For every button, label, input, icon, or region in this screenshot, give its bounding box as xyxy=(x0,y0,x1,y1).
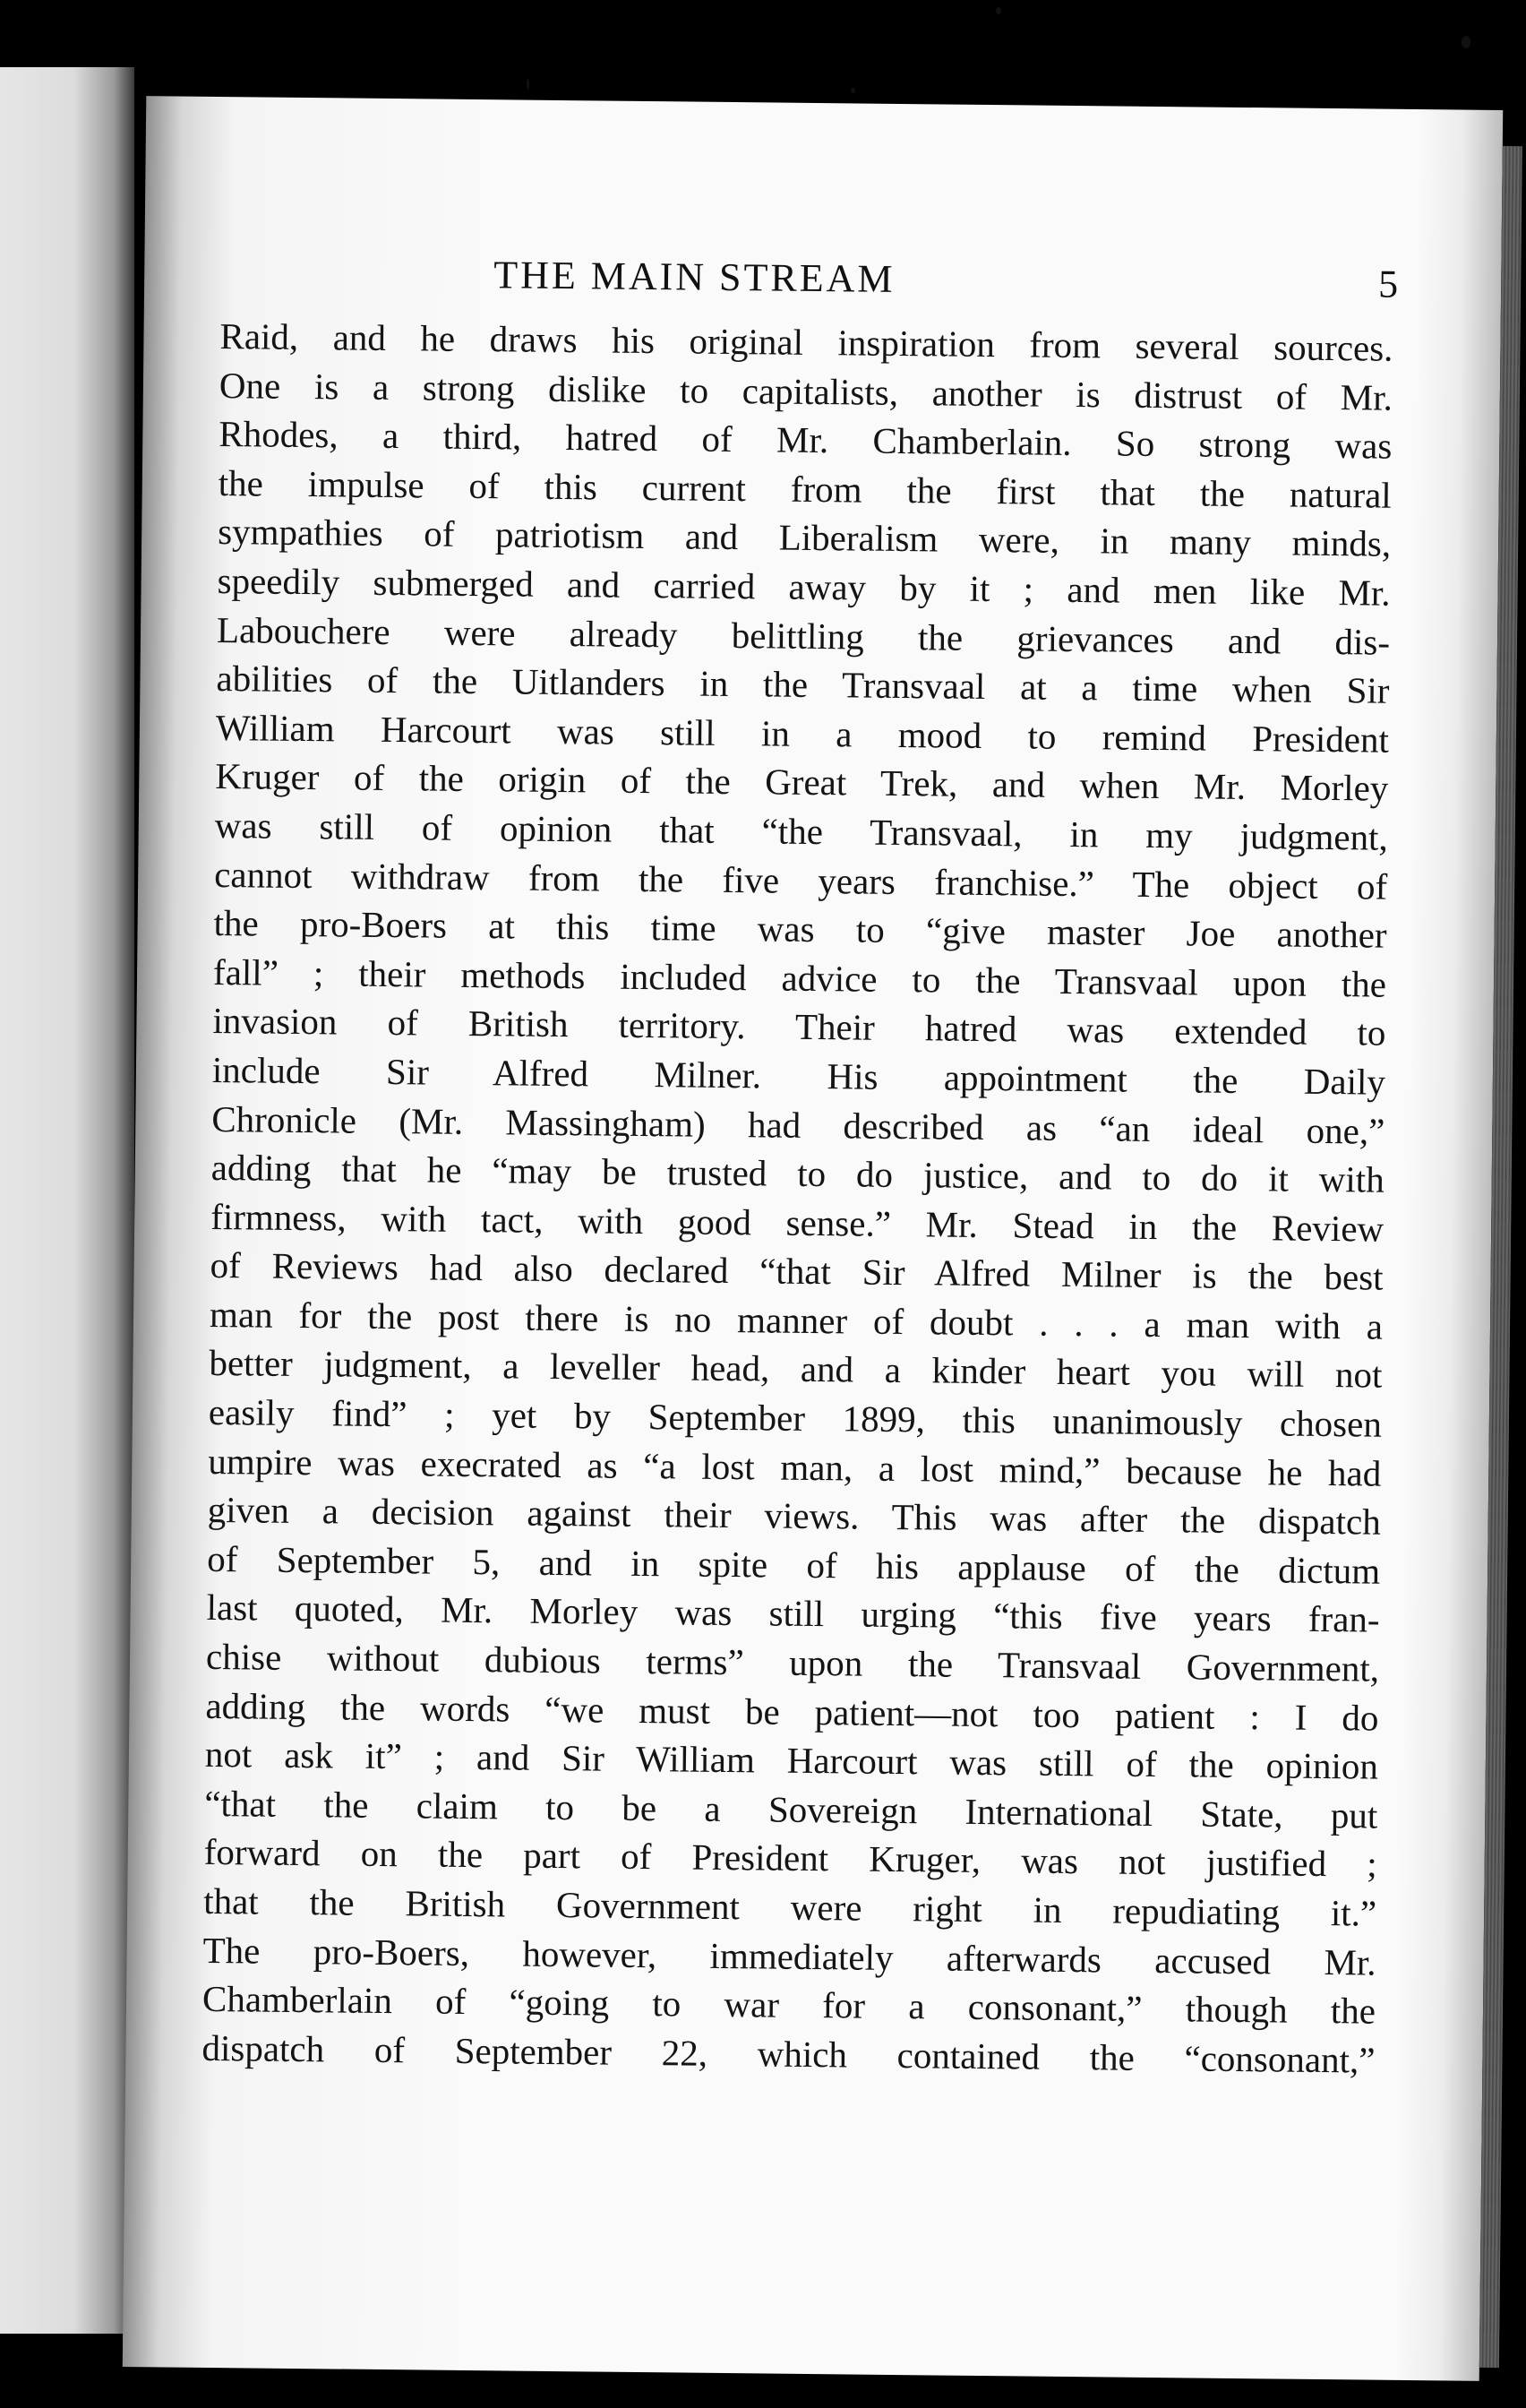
text-line: adding the words “we must be patient—not too patient : I do xyxy=(205,1684,1379,1739)
text-line: easily find” ; yet by September 1899, this unanimously chosen xyxy=(208,1391,1383,1445)
text-line: “that the claim to be a Sovereign International State, put xyxy=(204,1782,1378,1836)
text-line: was still of opinion that “the Transvaal, in my judgment, xyxy=(214,804,1388,858)
text-line: speedily submerged and carried away by it ; and men like Mr. xyxy=(217,559,1391,614)
text-line: The pro-Boers, however, immediately afterwards accused Mr. xyxy=(202,1929,1376,1983)
text-line: not ask it” ; and Sir William Harcourt was still of the opinion xyxy=(204,1733,1379,1787)
text-line: Rhodes, a third, hatred of Mr. Chamberlain. So strong was xyxy=(219,413,1393,467)
text-line: given a decision against their views. This was after the dispatch xyxy=(207,1489,1381,1543)
text-line: chise without dubious terms” upon the Transvaal Government, xyxy=(205,1635,1380,1690)
text-line: the pro-Boers at this time was to “give master Joe another xyxy=(213,902,1387,956)
body-text xyxy=(201,312,1393,2085)
page-number: 5 xyxy=(1377,262,1399,306)
text-line: include Sir Alfred Milner. His appointment the Daily xyxy=(211,1048,1386,1103)
text-line: Chamberlain of “going to war for a consonant,” though the xyxy=(201,1978,1376,2032)
text-line: Chronicle (Mr. Massingham) had described as “an ideal one,” xyxy=(211,1097,1385,1152)
text-line: firmness, with tact, with good sense.” Mr. Stead in the Review xyxy=(210,1195,1385,1250)
text-line: sympathies of patriotism and Liberalism were, in many minds, xyxy=(217,511,1392,565)
text-line: of September 5, and in spite of his applause of the dictum xyxy=(206,1537,1381,1592)
text-line: umpire was execrated as “a lost man, a lost mind,” because he had xyxy=(208,1440,1382,1494)
text-line: Labouchere were already belittling the grievances and dis- xyxy=(216,608,1391,663)
book-page xyxy=(123,96,1503,2381)
page-header xyxy=(493,252,1399,315)
text-line: invasion of British territory. Their hatred was extended to xyxy=(212,1000,1386,1054)
running-head: THE MAIN STREAM xyxy=(493,253,896,301)
text-line: William Harcourt was still in a mood to remind President xyxy=(215,706,1390,761)
text-line: abilities of the Uitlanders in the Transvaal at a time when Sir xyxy=(216,658,1390,711)
text-line: the impulse of this current from the first that the natural xyxy=(218,461,1392,516)
text-line: One is a strong dislike to capitalists, another is distrust of Mr. xyxy=(219,364,1393,418)
text-line: dispatch of September 22, which contained the “consonant,” xyxy=(201,2026,1376,2081)
text-line: adding that he “may be trusted to do justice, and to do it with xyxy=(210,1147,1385,1200)
page-stack-edge xyxy=(1479,146,1522,2368)
facing-page-edge xyxy=(0,67,134,2334)
text-line: last quoted, Mr. Morley was still urging “this five years fran- xyxy=(206,1587,1380,1641)
text-line: better judgment, a leveller head, and a kinder heart you will not xyxy=(209,1342,1383,1397)
text-line: forward on the part of President Kruger, was not justified ; xyxy=(203,1831,1377,1886)
text-line: of Reviews had also declared “that Sir Alfred Milner is the best xyxy=(210,1244,1384,1298)
text-line: man for the post there is no manner of doubt . . . a man with a xyxy=(209,1293,1384,1347)
text-line: cannot withdraw from the five years franchise.” The object of xyxy=(213,853,1388,907)
text-line: Raid, and he draws his original inspiration from several sources. xyxy=(219,315,1393,369)
text-line: Kruger of the origin of the Great Trek, and when Mr. Morley xyxy=(215,755,1389,810)
text-line: that the British Government were right in repudiating it.” xyxy=(202,1879,1377,1934)
text-line: fall” ; their methods included advice to the Transvaal upon the xyxy=(212,950,1387,1005)
